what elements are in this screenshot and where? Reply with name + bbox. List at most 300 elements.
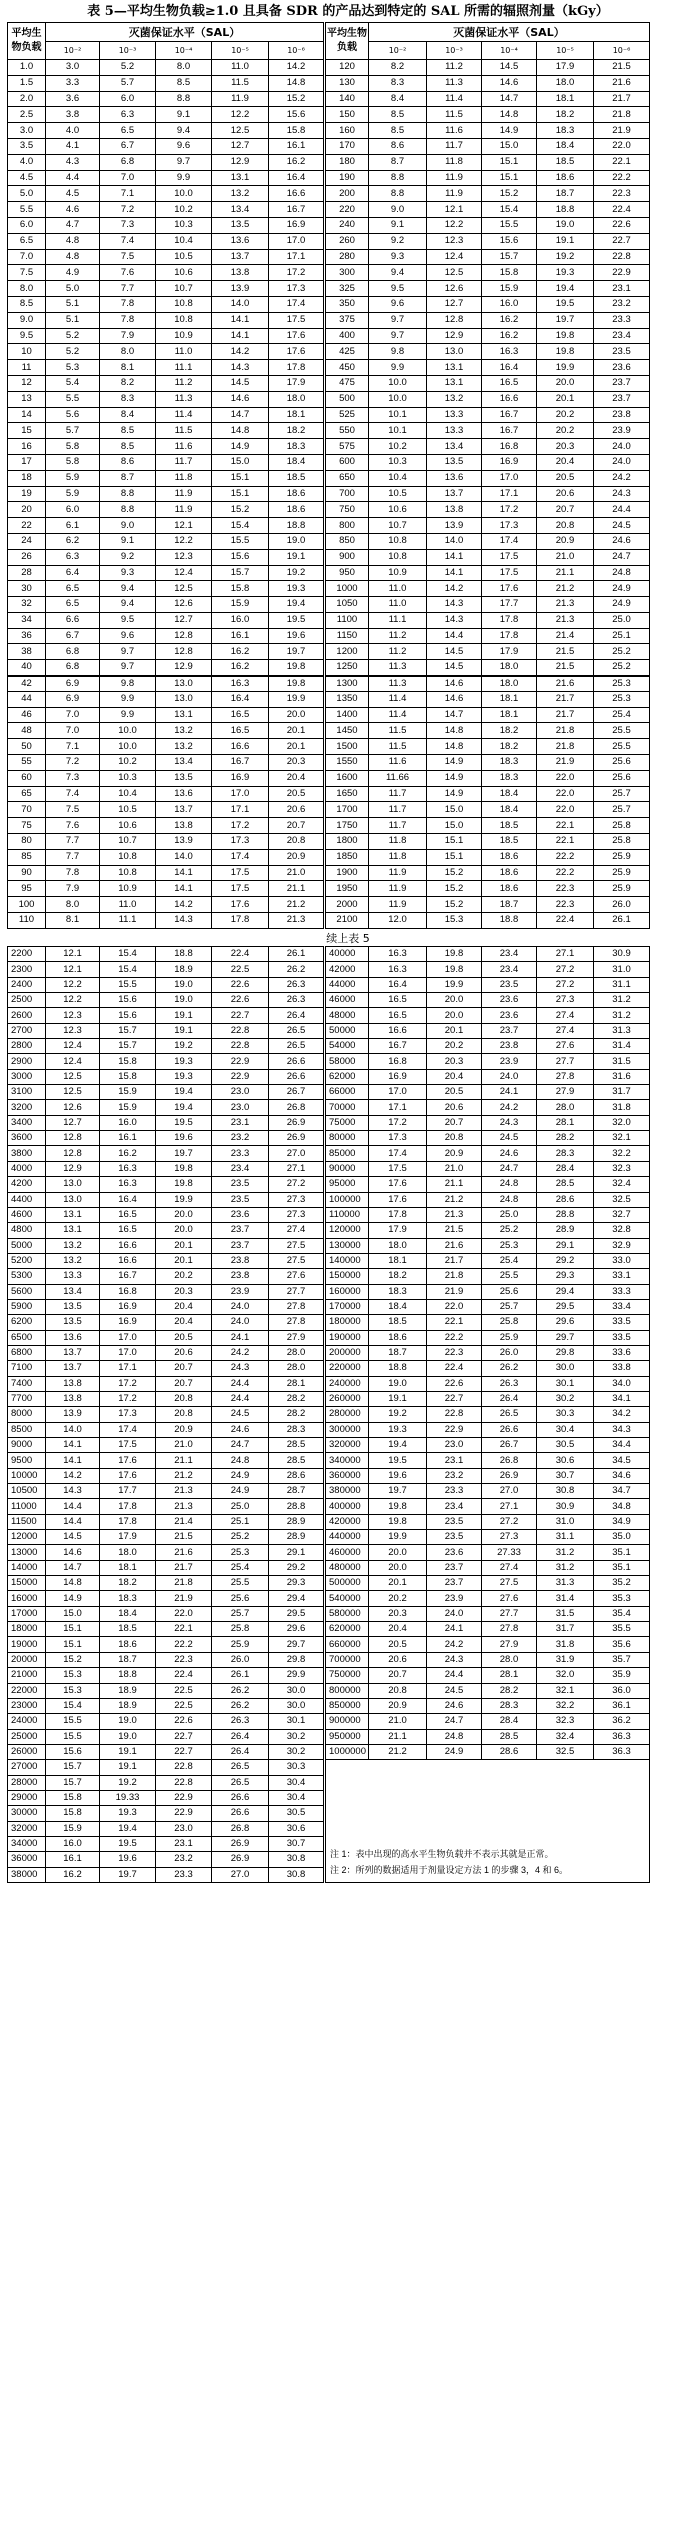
dose-cell: 18.2 <box>482 723 537 739</box>
dose-cell: 28.8 <box>269 1499 325 1514</box>
bioburden-cell: 7.5 <box>8 265 46 281</box>
dose-cell: 16.0 <box>100 1115 156 1130</box>
dose-cell: 15.6 <box>100 993 156 1008</box>
bioburden-cell: 900000 <box>325 1714 369 1729</box>
dose-cell: 20.9 <box>369 1698 427 1713</box>
table-title: 表 5—平均生物负载≥1.0 且具备 SDR 的产品达到特定的 SAL 所需的辐照剂量（kGy） <box>87 4 609 19</box>
dose-cell: 20.6 <box>369 1652 427 1667</box>
bioburden-cell: 580000 <box>325 1606 369 1621</box>
dose-cell: 22.1 <box>156 1622 212 1637</box>
dose-cell: 22.4 <box>156 1668 212 1683</box>
bioburden-cell: 400 <box>325 328 369 344</box>
dose-cell: 6.2 <box>46 533 100 549</box>
dose-cell: 10.6 <box>369 502 427 518</box>
dose-cell: 7.2 <box>100 202 156 218</box>
dose-cell: 15.5 <box>100 977 156 992</box>
dose-cell: 22.6 <box>212 993 269 1008</box>
dose-cell: 20.0 <box>427 993 482 1008</box>
dose-cell: 15.0 <box>427 802 482 818</box>
bioburden-cell: 480000 <box>325 1560 369 1575</box>
dose-cell: 15.9 <box>212 597 269 613</box>
dose-cell: 22.4 <box>537 913 594 929</box>
table-row <box>8 407 650 423</box>
bioburden-cell: 8.0 <box>8 281 46 297</box>
bioburden-cell: 850 <box>325 533 369 549</box>
table-row <box>8 423 650 439</box>
table-row <box>8 1192 650 1207</box>
dose-cell: 30.5 <box>269 1806 325 1821</box>
dose-cell: 22.3 <box>427 1345 482 1360</box>
dose-cell: 19.9 <box>156 1192 212 1207</box>
dose-cell: 10.5 <box>156 249 212 265</box>
dose-cell: 25.3 <box>482 1238 537 1253</box>
dose-cell: 24.9 <box>212 1484 269 1499</box>
dose-cell: 17.0 <box>482 470 537 486</box>
dose-cell: 8.7 <box>100 470 156 486</box>
dose-cell: 26.4 <box>269 1008 325 1023</box>
dose-cell: 16.4 <box>212 691 269 707</box>
dose-cell: 28.5 <box>269 1438 325 1453</box>
dose-cell: 5.3 <box>46 360 100 376</box>
dose-cell: 20.0 <box>369 1560 427 1575</box>
dose-cell: 10.8 <box>369 533 427 549</box>
dose-cell: 23.9 <box>482 1054 537 1069</box>
bioburden-cell: 190 <box>325 170 369 186</box>
dose-cell: 14.3 <box>427 612 482 628</box>
dose-cell: 20.4 <box>427 1069 482 1084</box>
dose-cell: 9.3 <box>369 249 427 265</box>
bioburden-cell: 6.5 <box>8 233 46 249</box>
dose-cell: 10.4 <box>100 786 156 802</box>
bioburden-cell: 3400 <box>8 1115 46 1130</box>
bioburden-cell: 180 <box>325 154 369 170</box>
dose-cell: 22.0 <box>427 1299 482 1314</box>
dose-cell: 19.0 <box>100 1714 156 1729</box>
dose-cell: 26.9 <box>212 1836 269 1851</box>
dose-cell: 19.9 <box>427 977 482 992</box>
dose-cell: 20.1 <box>156 1238 212 1253</box>
dose-cell: 14.5 <box>46 1530 100 1545</box>
dose-cell: 35.5 <box>594 1622 650 1637</box>
dose-cell: 16.3 <box>482 344 537 360</box>
dose-cell: 25.8 <box>482 1315 537 1330</box>
dose-cell: 28.4 <box>482 1714 537 1729</box>
dose-cell: 26.8 <box>269 1100 325 1115</box>
dose-cell: 12.2 <box>46 977 100 992</box>
table-row <box>8 691 650 707</box>
dose-cell: 20.1 <box>269 739 325 755</box>
dose-cell: 20.4 <box>156 1299 212 1314</box>
dose-cell: 15.2 <box>269 91 325 107</box>
dose-cell: 18.0 <box>369 1238 427 1253</box>
dose-cell: 21.8 <box>537 723 594 739</box>
dose-cell: 21.9 <box>594 123 650 139</box>
table-row <box>8 644 650 660</box>
bioburden-cell: 110000 <box>325 1207 369 1222</box>
dose-cell: 20.6 <box>427 1100 482 1115</box>
dose-cell: 21.5 <box>537 644 594 660</box>
dose-cell: 28.7 <box>269 1484 325 1499</box>
dose-cell: 11.9 <box>427 170 482 186</box>
dose-cell: 32.3 <box>537 1714 594 1729</box>
dose-cell: 25.7 <box>594 802 650 818</box>
table-row <box>8 628 650 644</box>
dose-cell: 12.4 <box>46 1054 100 1069</box>
dose-cell: 12.1 <box>46 962 100 977</box>
dose-cell: 34.2 <box>594 1407 650 1422</box>
bioburden-cell: 1650 <box>325 786 369 802</box>
dose-cell: 14.1 <box>427 565 482 581</box>
dose-cell: 17.5 <box>482 565 537 581</box>
dose-cell: 21.3 <box>269 913 325 929</box>
dose-cell: 17.3 <box>269 281 325 297</box>
dose-cell: 18.8 <box>482 913 537 929</box>
dose-cell: 7.2 <box>46 755 100 771</box>
dose-cell: 20.0 <box>269 707 325 723</box>
dose-cell: 12.5 <box>156 581 212 597</box>
dose-cell: 18.1 <box>369 1253 427 1268</box>
dose-cell: 19.6 <box>100 1852 156 1867</box>
dose-cell: 19.6 <box>269 628 325 644</box>
dose-cell: 14.0 <box>46 1422 100 1437</box>
table-row <box>8 1131 650 1146</box>
dose-cell: 19.3 <box>100 1806 156 1821</box>
table-row <box>8 217 650 233</box>
dose-cell: 20.7 <box>156 1376 212 1391</box>
dose-cell: 5.8 <box>46 454 100 470</box>
dose-cell: 26.5 <box>269 1039 325 1054</box>
dose-cell: 17.0 <box>100 1330 156 1345</box>
dose-cell: 11.0 <box>369 597 427 613</box>
dose-cell: 8.4 <box>369 91 427 107</box>
table-row <box>8 1622 650 1637</box>
dose-cell: 11.4 <box>369 707 427 723</box>
dose-cell: 15.9 <box>100 1100 156 1115</box>
dose-cell: 17.1 <box>100 1361 156 1376</box>
dose-cell: 17.4 <box>369 1146 427 1161</box>
dose-cell: 17.6 <box>269 344 325 360</box>
table-row <box>8 1100 650 1115</box>
dose-cell: 17.1 <box>369 1100 427 1115</box>
bioburden-cell: 80000 <box>325 1131 369 1146</box>
dose-cell: 8.0 <box>156 60 212 76</box>
dose-cell: 25.8 <box>594 818 650 834</box>
dose-cell: 30.8 <box>537 1484 594 1499</box>
dose-cell: 13.0 <box>46 1177 100 1192</box>
dose-cell: 21.0 <box>269 865 325 881</box>
table-row <box>8 1177 650 1192</box>
dose-cell: 30.9 <box>537 1499 594 1514</box>
table-row <box>8 1315 650 1330</box>
bioburden-cell: 1400 <box>325 707 369 723</box>
table-row <box>8 1606 650 1621</box>
bioburden-cell: 400000 <box>325 1499 369 1514</box>
dose-cell: 18.1 <box>482 691 537 707</box>
dose-cell: 33.4 <box>594 1299 650 1314</box>
bioburden-cell: 240000 <box>325 1376 369 1391</box>
dose-cell: 9.6 <box>369 296 427 312</box>
dose-cell: 7.0 <box>46 723 100 739</box>
dose-cell: 20.1 <box>537 391 594 407</box>
dose-cell: 12.9 <box>156 660 212 676</box>
dose-cell: 25.6 <box>594 755 650 771</box>
dose-cell: 21.7 <box>594 91 650 107</box>
dose-cell: 10.4 <box>156 233 212 249</box>
dose-cell: 21.7 <box>537 691 594 707</box>
dose-cell: 24.0 <box>594 439 650 455</box>
dose-cell: 17.8 <box>100 1499 156 1514</box>
dose-cell: 18.5 <box>269 470 325 486</box>
dose-cell: 21.6 <box>156 1545 212 1560</box>
dose-cell: 10.8 <box>156 296 212 312</box>
sal-exponent: 10⁻⁵ <box>212 42 269 60</box>
bioburden-cell: 3800 <box>8 1146 46 1161</box>
bioburden-cell: 160 <box>325 123 369 139</box>
dose-cell: 26.4 <box>212 1744 269 1759</box>
dose-cell: 17.1 <box>482 486 537 502</box>
dose-cell: 22.0 <box>537 802 594 818</box>
bioburden-cell: 660000 <box>325 1637 369 1652</box>
dose-cell: 25.3 <box>212 1545 269 1560</box>
table-row <box>8 993 650 1008</box>
dose-cell: 15.6 <box>269 107 325 123</box>
dose-cell: 7.1 <box>100 186 156 202</box>
dose-cell: 20.4 <box>156 1315 212 1330</box>
dose-cell: 17.1 <box>212 802 269 818</box>
dose-cell: 32.3 <box>594 1161 650 1176</box>
dose-cell: 20.3 <box>369 1606 427 1621</box>
dose-cell: 19.6 <box>156 1131 212 1146</box>
bioburden-cell: 10 <box>8 344 46 360</box>
bioburden-cell: 440000 <box>325 1530 369 1545</box>
bioburden-cell: 1.5 <box>8 75 46 91</box>
dose-cell: 13.7 <box>212 249 269 265</box>
dose-cell: 16.2 <box>212 660 269 676</box>
dose-cell: 27.1 <box>537 947 594 962</box>
table-row <box>8 660 650 676</box>
bioburden-cell: 18 <box>8 470 46 486</box>
dose-cell: 24.5 <box>594 518 650 534</box>
dose-cell: 32.9 <box>594 1238 650 1253</box>
dose-cell: 9.1 <box>100 533 156 549</box>
dose-cell: 25.2 <box>482 1223 537 1238</box>
table-row <box>8 549 650 565</box>
dose-cell: 18.0 <box>482 660 537 676</box>
dose-cell: 11.3 <box>427 75 482 91</box>
dose-cell: 7.5 <box>46 802 100 818</box>
dose-cell: 15.0 <box>212 454 269 470</box>
bioburden-cell: 58000 <box>325 1054 369 1069</box>
dose-cell: 22.1 <box>427 1315 482 1330</box>
dose-cell: 13.5 <box>46 1315 100 1330</box>
dose-cell: 19.5 <box>269 612 325 628</box>
dose-cell: 30.3 <box>269 1760 325 1775</box>
dose-cell: 23.8 <box>482 1039 537 1054</box>
dose-cell: 8.6 <box>100 454 156 470</box>
dose-cell: 11.5 <box>156 423 212 439</box>
dose-cell: 9.7 <box>100 660 156 676</box>
dose-cell: 15.6 <box>46 1744 100 1759</box>
table-row <box>8 1530 650 1545</box>
dose-cell: 4.8 <box>46 233 100 249</box>
dose-cell: 19.9 <box>369 1530 427 1545</box>
dose-cell: 23.0 <box>427 1438 482 1453</box>
dose-cell: 24.3 <box>594 486 650 502</box>
dose-cell: 15.7 <box>46 1775 100 1790</box>
dose-cell: 14.6 <box>427 691 482 707</box>
bioburden-cell: 950 <box>325 565 369 581</box>
bioburden-cell: 19 <box>8 486 46 502</box>
dose-cell: 12.7 <box>427 296 482 312</box>
bioburden-cell: 4800 <box>8 1223 46 1238</box>
dose-cell: 6.9 <box>46 676 100 692</box>
bioburden-cell: 220000 <box>325 1361 369 1376</box>
dose-cell: 15.4 <box>482 202 537 218</box>
dose-cell: 28.9 <box>269 1514 325 1529</box>
dose-cell: 32.1 <box>537 1683 594 1698</box>
dose-cell: 11.0 <box>369 581 427 597</box>
dose-cell: 24.0 <box>212 1299 269 1314</box>
dose-cell: 27.9 <box>537 1085 594 1100</box>
dose-cell: 27.8 <box>269 1315 325 1330</box>
dose-cell: 26.9 <box>482 1468 537 1483</box>
dose-cell: 5.8 <box>46 439 100 455</box>
dose-cell: 23.4 <box>482 962 537 977</box>
dose-cell: 18.4 <box>100 1606 156 1621</box>
dose-cell: 5.4 <box>46 375 100 391</box>
dose-cell: 20.7 <box>537 502 594 518</box>
dose-cell: 23.9 <box>212 1284 269 1299</box>
dose-cell: 20.2 <box>156 1269 212 1284</box>
dose-cell: 15.8 <box>100 1069 156 1084</box>
dose-cell: 30.4 <box>269 1790 325 1805</box>
dose-cell: 8.8 <box>100 502 156 518</box>
dose-cell: 24.8 <box>482 1177 537 1192</box>
dose-cell: 21.7 <box>156 1560 212 1575</box>
dose-cell: 25.6 <box>594 770 650 786</box>
dose-cell: 17.6 <box>482 581 537 597</box>
dose-cell: 26.8 <box>482 1453 537 1468</box>
dose-cell: 17.9 <box>537 60 594 76</box>
sal-exponent: 10⁻⁶ <box>594 42 650 60</box>
dose-cell: 31.1 <box>594 977 650 992</box>
dose-cell: 26.5 <box>212 1775 269 1790</box>
dose-cell: 24.9 <box>427 1744 482 1759</box>
dose-cell: 25.9 <box>594 865 650 881</box>
dose-cell: 26.2 <box>212 1683 269 1698</box>
dose-cell: 26.3 <box>269 977 325 992</box>
dose-cell: 8.1 <box>100 360 156 376</box>
dose-cell: 14.1 <box>212 312 269 328</box>
dose-cell: 6.5 <box>46 597 100 613</box>
dose-cell: 27.2 <box>537 977 594 992</box>
dose-cell: 16.9 <box>482 454 537 470</box>
bioburden-cell: 540000 <box>325 1591 369 1606</box>
dose-cell: 18.2 <box>100 1576 156 1591</box>
bioburden-cell: 3200 <box>8 1100 46 1115</box>
dose-cell: 17.6 <box>269 328 325 344</box>
dose-cell: 17.0 <box>269 233 325 249</box>
table-row <box>8 1330 650 1345</box>
dose-cell: 19.3 <box>537 265 594 281</box>
bioburden-cell: 1850 <box>325 849 369 865</box>
dose-cell: 24.7 <box>594 549 650 565</box>
dose-cell: 16.4 <box>269 170 325 186</box>
dose-cell: 13.1 <box>427 360 482 376</box>
dose-cell: 6.8 <box>46 660 100 676</box>
dose-cell: 29.8 <box>269 1652 325 1667</box>
dose-cell: 33.5 <box>594 1315 650 1330</box>
dose-cell: 20.3 <box>269 755 325 771</box>
dose-cell: 16.2 <box>46 1867 100 1882</box>
dose-cell: 20.5 <box>269 786 325 802</box>
dose-cell: 10.7 <box>156 281 212 297</box>
dose-cell: 19.8 <box>156 1161 212 1176</box>
bioburden-cell: 1550 <box>325 755 369 771</box>
dose-cell: 22.6 <box>156 1714 212 1729</box>
dose-cell: 26.5 <box>482 1407 537 1422</box>
dose-cell: 16.9 <box>369 1069 427 1084</box>
dose-cell: 11.2 <box>369 644 427 660</box>
dose-cell: 32.4 <box>594 1177 650 1192</box>
dose-cell: 18.6 <box>100 1637 156 1652</box>
dose-cell: 13.8 <box>46 1391 100 1406</box>
dose-cell: 13.9 <box>427 518 482 534</box>
dose-cell: 14.7 <box>46 1560 100 1575</box>
dose-cell: 5.1 <box>46 296 100 312</box>
dose-cell: 15.8 <box>46 1806 100 1821</box>
bioburden-cell: 150000 <box>325 1269 369 1284</box>
dose-cell: 21.8 <box>156 1576 212 1591</box>
dose-cell: 19.2 <box>100 1775 156 1790</box>
dose-cell: 20.1 <box>156 1253 212 1268</box>
dose-cell: 23.4 <box>427 1499 482 1514</box>
dose-cell: 12.4 <box>427 249 482 265</box>
dose-cell: 14.6 <box>212 391 269 407</box>
bioburden-cell: 34000 <box>8 1836 46 1851</box>
bioburden-cell: 500 <box>325 391 369 407</box>
dose-cell: 27.7 <box>482 1606 537 1621</box>
dose-cell: 19.2 <box>369 1407 427 1422</box>
dose-cell: 13.6 <box>427 470 482 486</box>
dose-cell: 18.3 <box>482 770 537 786</box>
bioburden-cell: 170000 <box>325 1299 369 1314</box>
bioburden-cell: 70000 <box>325 1100 369 1115</box>
dose-cell: 21.3 <box>537 597 594 613</box>
bioburden-cell: 170 <box>325 138 369 154</box>
bioburden-cell: 120 <box>325 60 369 76</box>
dose-cell: 24.2 <box>427 1637 482 1652</box>
dose-cell: 10.0 <box>100 739 156 755</box>
dose-cell: 7.8 <box>100 312 156 328</box>
table-row <box>8 265 650 281</box>
bioburden-cell: 5.0 <box>8 186 46 202</box>
bioburden-cell: 3.5 <box>8 138 46 154</box>
dose-cell: 24.3 <box>482 1115 537 1130</box>
bioburden-cell: 1000 <box>325 581 369 597</box>
dose-cell: 18.8 <box>100 1668 156 1683</box>
dose-cell: 27.1 <box>269 1161 325 1176</box>
dose-cell: 14.3 <box>156 913 212 929</box>
dose-cell: 16.6 <box>482 391 537 407</box>
bioburden-cell: 38 <box>8 644 46 660</box>
dose-cell: 9.0 <box>100 518 156 534</box>
dose-cell: 23.6 <box>427 1545 482 1560</box>
table-row <box>8 296 650 312</box>
dose-cell: 16.6 <box>100 1253 156 1268</box>
dose-cell: 22.5 <box>156 1683 212 1698</box>
bioburden-cell: 32 <box>8 597 46 613</box>
